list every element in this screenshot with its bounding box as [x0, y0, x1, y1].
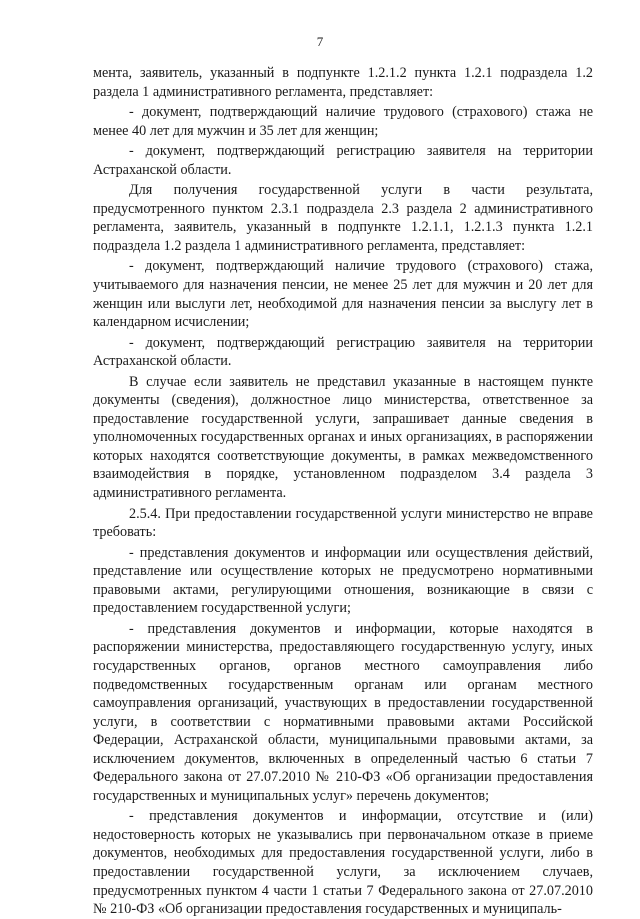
paragraph: - документ, подтверждающий наличие трудового (страхового) стажа, учитываемого для назначения пенсии, не менее 25 лет для мужчин и 20 лет для женщин или выслуги лет, необходимой для назначения пенсии за выслугу лет в календарном исчислении; [93, 258, 593, 331]
paragraph: - документ, подтверждающий регистрацию заявителя на территории Астраханской области. [93, 334, 593, 370]
paragraph: - представления документов и информации, отсутствие и (или) недостоверность которых не указывались при первоначальном отказе в приеме документов, необходимых для предоставления государственной услуги, либо в предоставлении государственной услуги, за исключением случаев, предусмотренных пунктом 4 части 1 статьи 7 Федерального закона от 27.07.2010 № 210-ФЗ «Об организации предоставления государственных и муниципаль- [93, 808, 593, 918]
paragraph: - представления документов и информации, которые находятся в распоряжении министерства, предоставляющего государственную услугу, иных государственных органов, органов местного самоуправления либо подведомственных государственным органам или органам местного самоуправления организаций, участвующих в предоставлении государственной услуги, в соответствии с нормативными правовыми актами Российской Федерации, Астраханской области, муниципальными правовыми актами, за исключением документов, включенных в определенный частью 6 статьи 7 Федерального закона от 27.07.2010 № 210-ФЗ «Об организации предоставления государственных и муниципальных услуг» перечень документов; [93, 620, 593, 804]
paragraph: - представления документов и информации или осуществления действий, представление или осуществление которых не предусмотрено нормативными правовыми актами, регулирующими отношения, возникающие в связи с предоставлением государственной услуги; [93, 544, 593, 617]
paragraph: мента, заявитель, указанный в подпункте 1.2.1.2 пункта 1.2.1 подраздела 1.2 раздела 1 административного регламента, представляет: [93, 65, 593, 100]
document-body [93, 64, 593, 919]
paragraph: В случае если заявитель не представил указанные в настоящем пункте документы (сведения), должностное лицо министерства, ответственное за предоставление государственной услуги, запрашивает данные сведения в уполномоченных государственных органах и иных организациях, в распоряжении которых находятся соответствующие документы, в рамках межведомственного взаимодействия в порядке, установленном подразделом 3.4 раздела 3 административного регламента. [93, 373, 593, 502]
paragraph: 2.5.4. При предоставлении государственной услуги министерство не вправе требовать: [93, 505, 593, 541]
paragraph: - документ, подтверждающий регистрацию заявителя на территории Астраханской области. [93, 143, 593, 178]
paragraph: - документ, подтверждающий наличие трудового (страхового) стажа не менее 40 лет для мужчин и 35 лет для женщин; [93, 104, 593, 139]
paragraph: Для получения государственной услуги в части результата, предусмотренного пунктом 2.3.1 подраздела 2.3 раздела 2 административного регламента, заявитель, указанный в подпункте 1.2.1.1, 1.2.1.3 пункта 1.2.1 подраздела 1.2 раздела 1 административного регламента, представляет: [93, 182, 593, 254]
page-number: 7 [316, 34, 324, 49]
